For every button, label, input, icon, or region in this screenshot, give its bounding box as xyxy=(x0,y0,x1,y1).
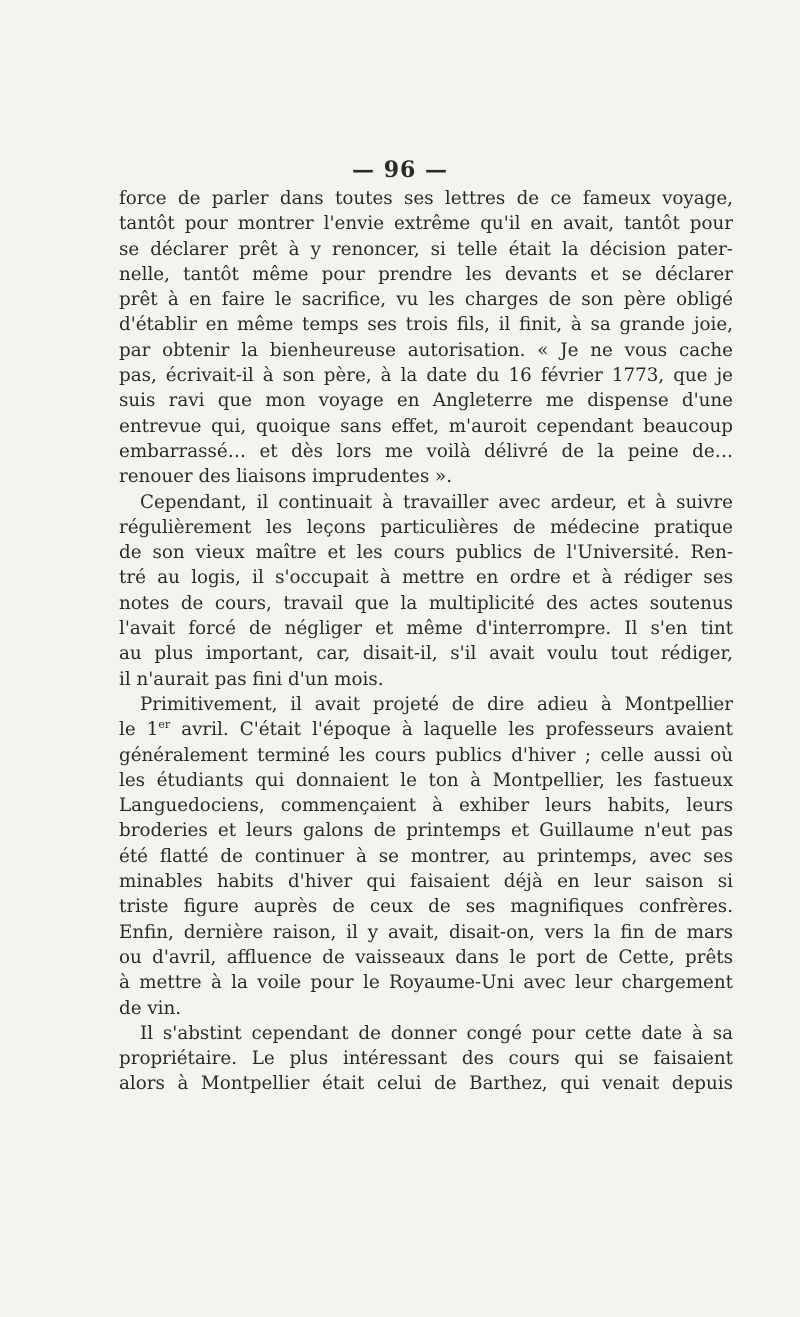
text-line: Languedociens, commençaient à exhiber leurs habits, leurs xyxy=(119,795,733,817)
text-line: les étudiants qui donnaient le ton à Montpellier, les fastueux xyxy=(119,769,733,791)
text-line: Primitivement, il avait projeté de dire adieu à Montpellier xyxy=(140,693,733,715)
ordinal-prefix: le 1 xyxy=(119,719,159,741)
text-line: Cependant, il continuait à travailler avec ardeur, et à suivre xyxy=(140,491,733,513)
text-line: de vin. xyxy=(119,997,182,1019)
body-text xyxy=(119,186,733,1097)
text-line: il n'aurait pas fini d'un mois. xyxy=(119,668,384,690)
text-line: généralement terminé les cours publics d'hiver ; celle aussi où xyxy=(119,744,733,766)
text-line: pas, écrivait-il à son père, à la date du 16 février 1773, que je xyxy=(119,365,733,387)
text-line: nelle, tantôt même pour prendre les devants et se déclarer xyxy=(119,263,733,285)
text-line: l'avait forcé de négliger et même d'interrompre. Il s'en tint xyxy=(119,618,733,640)
text-line: été flatté de continuer à se montrer, au printemps, avec ses xyxy=(119,845,733,867)
text-line: tré au logis, il s'occupait à mettre en ordre et à rédiger ses xyxy=(119,567,733,589)
text-line: entrevue qui, quoique sans effet, m'auroit cependant beaucoup xyxy=(119,415,733,437)
text-line: minables habits d'hiver qui faisaient déjà en leur saison si xyxy=(119,871,733,893)
text-line: au plus important, car, disait-il, s'il avait voulu tout rédiger, xyxy=(119,643,733,665)
text-line: embarrassé… et dès lors me voilà délivré de la peine de… xyxy=(119,440,733,462)
text-line: notes de cours, travail que la multiplicité des actes soutenus xyxy=(119,592,733,614)
text-line: de son vieux maître et les cours publics de l'Université. Ren- xyxy=(119,542,733,564)
text-line: triste figure auprès de ceux de ses magnifiques confrères. xyxy=(119,896,733,918)
text-line: broderies et leurs galons de printemps et Guillaume n'eut pas xyxy=(119,820,733,842)
text-line: propriétaire. Le plus intéressant des cours qui se faisaient xyxy=(119,1048,733,1070)
ordinal-rest: avril. C'était l'époque à laquelle les professeurs avaient xyxy=(181,719,733,741)
text-line: tantôt pour montrer l'envie extrême qu'il en avait, tantôt pour xyxy=(119,213,733,235)
text-line: par obtenir la bienheureuse autorisation. « Je ne vous cache xyxy=(119,339,733,361)
text-line: d'établir en même temps ses trois fils, il finit, à sa grande joie, xyxy=(119,314,733,336)
text-line: suis ravi que mon voyage en Angleterre me dispense d'une xyxy=(119,390,733,412)
text-line: à mettre à la voile pour le Royaume-Uni avec leur chargement xyxy=(119,972,733,994)
text-line: se déclarer prêt à y renoncer, si telle était la décision pater- xyxy=(119,238,733,260)
text-line: ou d'avril, affluence de vaisseaux dans le port de Cette, prêts xyxy=(119,946,733,968)
text-line: alors à Montpellier était celui de Barthez, qui venait depuis xyxy=(119,1073,733,1095)
text-line: renouer des liaisons imprudentes ». xyxy=(119,466,453,488)
ordinal-superscript: er xyxy=(158,718,171,732)
text-line: prêt à en faire le sacrifice, vu les charges de son père obligé xyxy=(119,289,733,311)
text-line: Enfin, dernière raison, il y avait, disait-on, vers la fin de mars xyxy=(119,921,733,943)
text-line-ordinal xyxy=(119,717,733,742)
text-line: régulièrement les leçons particulières de médecine pratique xyxy=(119,516,733,538)
text-line: force de parler dans toutes ses lettres de ce fameux voyage, xyxy=(119,188,733,209)
page-number: — 96 — xyxy=(352,157,448,183)
text-line: Il s'abstint cependant de donner congé pour cette date à sa xyxy=(140,1022,733,1044)
